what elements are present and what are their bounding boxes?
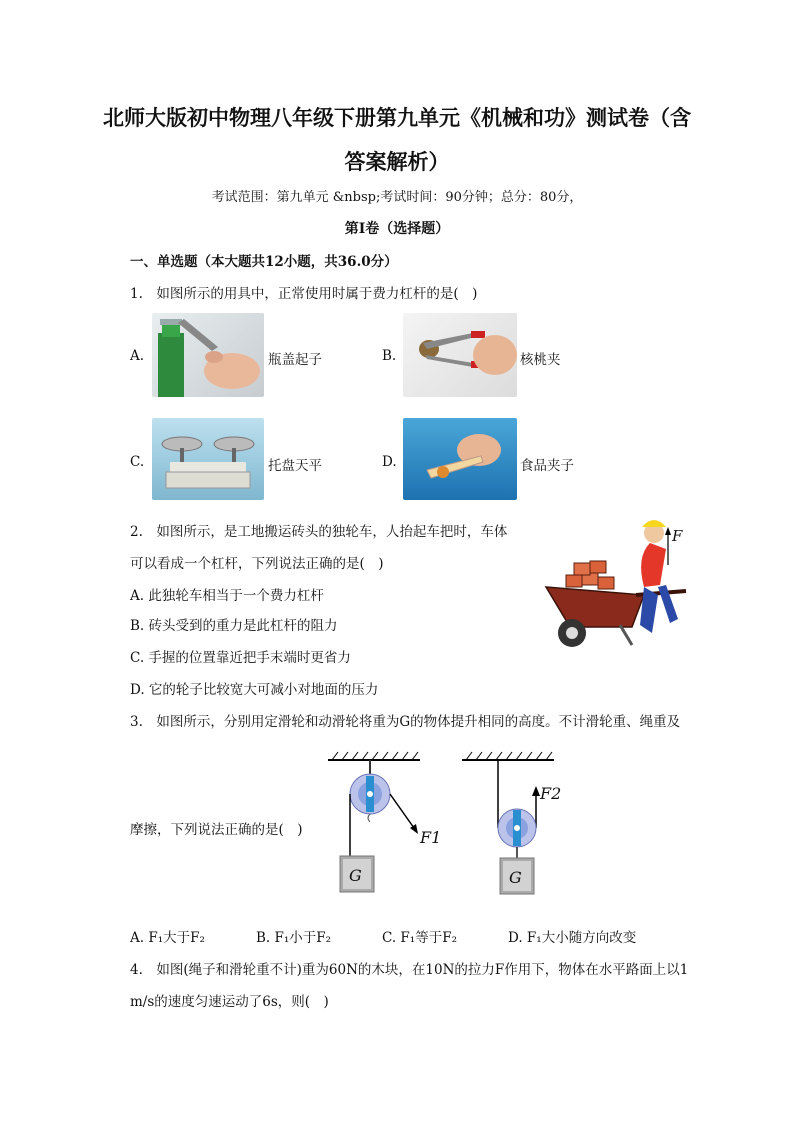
q3-option-a: A. F₁大于F₂ xyxy=(130,930,205,946)
q1-option-a-label: 瓶盖起子 xyxy=(268,352,322,368)
q1-stem: 1. 如图所示的用具中，正常使用时属于费力杠杆的是( ) xyxy=(130,286,478,302)
q2-option-b: B. 砖头受到的重力是此杠杆的阻力 xyxy=(130,618,338,634)
q3-stem-line2: 摩擦，下列说法正确的是( ) xyxy=(130,822,303,838)
page-title: 北师大版初中物理八年级下册第九单元《机械和功》测试卷（含 xyxy=(103,105,691,130)
q4-stem-line1: 4. 如图(绳子和滑轮重不计)重为60N的木块，在10N的拉力F作用下，物体在水平路面上以1 xyxy=(130,962,689,978)
q4-stem-line2: m/s的速度匀速运动了6s，则( ) xyxy=(130,994,329,1010)
q1-option-c-letter: C. xyxy=(130,454,145,470)
q3-option-c: C. F₁等于F₂ xyxy=(382,930,457,946)
section-heading: 一、单选题（本大题共12小题，共36.0分） xyxy=(130,254,398,270)
q1-option-d-label: 食品夹子 xyxy=(520,458,574,474)
q1-option-b-letter: B. xyxy=(382,348,397,364)
q2-option-d: D. 它的轮子比较宽大可减小对地面的压力 xyxy=(130,682,379,698)
wheelbarrow-figure xyxy=(540,515,700,655)
food-tongs-image xyxy=(403,418,517,500)
q2-stem-line1: 2. 如图所示，是工地搬运砖头的独轮车，人抬起车把时，车体 xyxy=(130,524,508,540)
balance-scale-image xyxy=(152,418,264,500)
exam-meta: 考试范围：第九单元 &nbsp;考试时间：90分钟；总分：80分， xyxy=(211,190,583,205)
force-label-f1: F1 xyxy=(420,828,442,847)
bottle-opener-image xyxy=(152,313,264,397)
q2-option-c: C. 手握的位置靠近把手末端时更省力 xyxy=(130,650,351,666)
q3-option-b: B. F₁小于F₂ xyxy=(256,930,332,946)
weight-label-g-left: G xyxy=(349,866,362,885)
nutcracker-image xyxy=(403,313,517,397)
q2-option-a: A. 此独轮车相当于一个费力杠杆 xyxy=(130,588,324,604)
page-title-line2: 答案解析） xyxy=(344,149,450,174)
part-title: 第I卷（选择题） xyxy=(344,221,450,237)
q2-stem-line2: 可以看成一个杠杆，下列说法正确的是( ) xyxy=(130,556,384,572)
pulley-figure xyxy=(322,744,572,900)
force-label-f2: F2 xyxy=(540,784,562,803)
weight-label-g-right: G xyxy=(509,868,522,887)
q1-option-b-label: 核桃夹 xyxy=(520,352,561,368)
q3-stem-line1: 3. 如图所示，分别用定滑轮和动滑轮将重为G的物体提升相同的高度。不计滑轮重、绳重及 xyxy=(130,714,681,730)
force-label-f: F xyxy=(672,527,683,545)
q3-option-d: D. F₁大小随方向改变 xyxy=(508,930,637,946)
q1-option-c-label: 托盘天平 xyxy=(268,458,322,474)
q1-option-a-letter: A. xyxy=(130,348,145,364)
q1-option-d-letter: D. xyxy=(382,454,397,470)
